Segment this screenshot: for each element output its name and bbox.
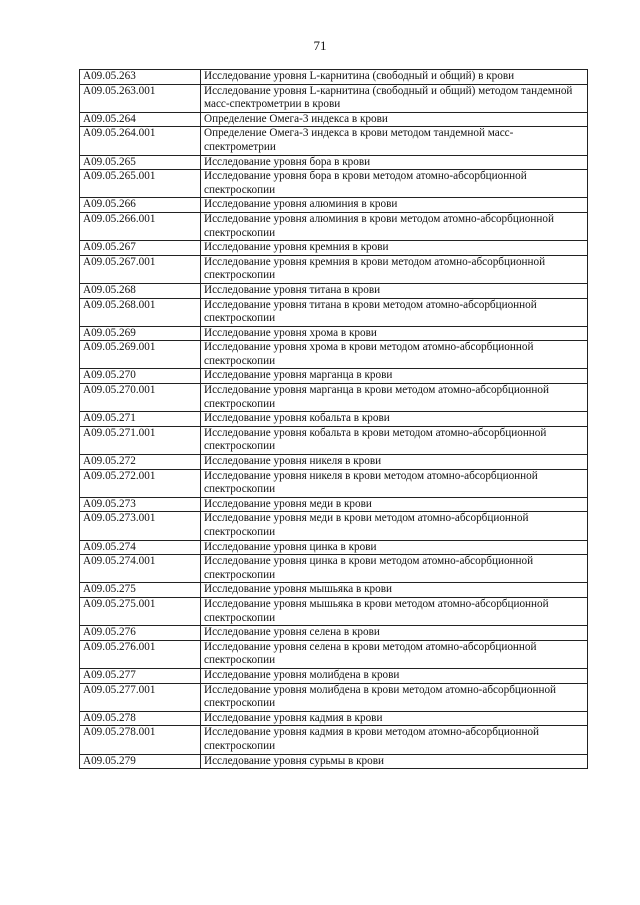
service-code: A09.05.268.001 xyxy=(80,298,201,326)
table-row xyxy=(80,711,588,726)
table-row xyxy=(80,70,588,85)
services-table xyxy=(79,69,588,769)
service-code: A09.05.279 xyxy=(80,754,201,769)
table-row xyxy=(80,754,588,769)
table-row xyxy=(80,469,588,497)
table-row xyxy=(80,326,588,341)
service-name: Исследование уровня хрома в крови методом атомно-абсорбционной спектроскопии xyxy=(201,341,588,369)
table-row xyxy=(80,668,588,683)
table-row xyxy=(80,112,588,127)
table-row xyxy=(80,155,588,170)
service-code: A09.05.269 xyxy=(80,326,201,341)
service-code: A09.05.270 xyxy=(80,369,201,384)
service-code: A09.05.275.001 xyxy=(80,597,201,625)
table-row xyxy=(80,127,588,155)
table-row xyxy=(80,426,588,454)
service-name: Исследование уровня кобальта в крови xyxy=(201,412,588,427)
service-code: A09.05.271 xyxy=(80,412,201,427)
service-code: A09.05.268 xyxy=(80,283,201,298)
service-code: A09.05.266 xyxy=(80,198,201,213)
service-name: Исследование уровня титана в крови методом атомно-абсорбционной спектроскопии xyxy=(201,298,588,326)
service-name: Исследование уровня L-карнитина (свободный и общий) методом тандемной масс-спектрометрии в крови xyxy=(201,84,588,112)
service-code: A09.05.272 xyxy=(80,455,201,470)
service-code: A09.05.272.001 xyxy=(80,469,201,497)
service-code: A09.05.263.001 xyxy=(80,84,201,112)
service-name: Исследование уровня марганца в крови методом атомно-абсорбционной спектроскопии xyxy=(201,384,588,412)
service-code: A09.05.263 xyxy=(80,70,201,85)
service-name: Исследование уровня алюминия в крови xyxy=(201,198,588,213)
service-name: Исследование уровня селена в крови методом атомно-абсорбционной спектроскопии xyxy=(201,640,588,668)
service-name: Исследование уровня мышьяка в крови xyxy=(201,583,588,598)
service-name: Определение Омега-3 индекса в крови xyxy=(201,112,588,127)
table-row xyxy=(80,455,588,470)
table-row xyxy=(80,626,588,641)
service-name: Исследование уровня молибдена в крови методом атомно-абсорбционной спектроскопии xyxy=(201,683,588,711)
service-code: A09.05.274 xyxy=(80,540,201,555)
service-code: A09.05.267.001 xyxy=(80,255,201,283)
table-row xyxy=(80,555,588,583)
service-code: A09.05.276 xyxy=(80,626,201,641)
service-code: A09.05.277 xyxy=(80,668,201,683)
service-name: Исследование уровня марганца в крови xyxy=(201,369,588,384)
service-name: Исследование уровня бора в крови xyxy=(201,155,588,170)
table-row xyxy=(80,170,588,198)
service-code: A09.05.274.001 xyxy=(80,555,201,583)
service-code: A09.05.266.001 xyxy=(80,212,201,240)
table-row xyxy=(80,341,588,369)
service-code: A09.05.275 xyxy=(80,583,201,598)
service-code: A09.05.269.001 xyxy=(80,341,201,369)
table-row xyxy=(80,412,588,427)
service-code: A09.05.265 xyxy=(80,155,201,170)
table-row xyxy=(80,640,588,668)
table-row xyxy=(80,583,588,598)
service-name: Исследование уровня алюминия в крови методом атомно-абсорбционной спектроскопии xyxy=(201,212,588,240)
service-code: A09.05.270.001 xyxy=(80,384,201,412)
service-name: Исследование уровня кремния в крови xyxy=(201,241,588,256)
table-row xyxy=(80,497,588,512)
table-row xyxy=(80,241,588,256)
table-row xyxy=(80,298,588,326)
service-code: A09.05.278 xyxy=(80,711,201,726)
service-name: Исследование уровня титана в крови xyxy=(201,283,588,298)
table-row xyxy=(80,540,588,555)
table-row xyxy=(80,384,588,412)
service-name: Определение Омега-3 индекса в крови методом тандемной масс-спектрометрии xyxy=(201,127,588,155)
service-name: Исследование уровня бора в крови методом атомно-абсорбционной спектроскопии xyxy=(201,170,588,198)
table-row xyxy=(80,512,588,540)
service-name: Исследование уровня L-карнитина (свободный и общий) в крови xyxy=(201,70,588,85)
service-name: Исследование уровня кремния в крови методом атомно-абсорбционной спектроскопии xyxy=(201,255,588,283)
service-code: A09.05.277.001 xyxy=(80,683,201,711)
table-row xyxy=(80,726,588,754)
service-code: A09.05.265.001 xyxy=(80,170,201,198)
table-row xyxy=(80,683,588,711)
service-name: Исследование уровня мышьяка в крови методом атомно-абсорбционной спектроскопии xyxy=(201,597,588,625)
table-row xyxy=(80,283,588,298)
service-name: Исследование уровня цинка в крови методом атомно-абсорбционной спектроскопии xyxy=(201,555,588,583)
service-code: A09.05.278.001 xyxy=(80,726,201,754)
table-row xyxy=(80,198,588,213)
services-table-body xyxy=(80,70,588,769)
service-name: Исследование уровня молибдена в крови xyxy=(201,668,588,683)
service-name: Исследование уровня кобальта в крови методом атомно-абсорбционной спектроскопии xyxy=(201,426,588,454)
service-name: Исследование уровня хрома в крови xyxy=(201,326,588,341)
table-row xyxy=(80,369,588,384)
service-code: A09.05.267 xyxy=(80,241,201,256)
service-code: A09.05.273 xyxy=(80,497,201,512)
service-name: Исследование уровня сурьмы в крови xyxy=(201,754,588,769)
service-name: Исследование уровня селена в крови xyxy=(201,626,588,641)
service-name: Исследование уровня меди в крови методом атомно-абсорбционной спектроскопии xyxy=(201,512,588,540)
table-row xyxy=(80,255,588,283)
service-name: Исследование уровня меди в крови xyxy=(201,497,588,512)
service-code: A09.05.273.001 xyxy=(80,512,201,540)
page-number: 71 xyxy=(313,38,327,53)
service-code: A09.05.276.001 xyxy=(80,640,201,668)
service-code: A09.05.264.001 xyxy=(80,127,201,155)
service-code: A09.05.271.001 xyxy=(80,426,201,454)
table-row xyxy=(80,84,588,112)
service-name: Исследование уровня никеля в крови методом атомно-абсорбционной спектроскопии xyxy=(201,469,588,497)
service-name: Исследование уровня цинка в крови xyxy=(201,540,588,555)
service-name: Исследование уровня кадмия в крови методом атомно-абсорбционной спектроскопии xyxy=(201,726,588,754)
service-name: Исследование уровня никеля в крови xyxy=(201,455,588,470)
service-name: Исследование уровня кадмия в крови xyxy=(201,711,588,726)
table-row xyxy=(80,597,588,625)
service-code: A09.05.264 xyxy=(80,112,201,127)
table-row xyxy=(80,212,588,240)
